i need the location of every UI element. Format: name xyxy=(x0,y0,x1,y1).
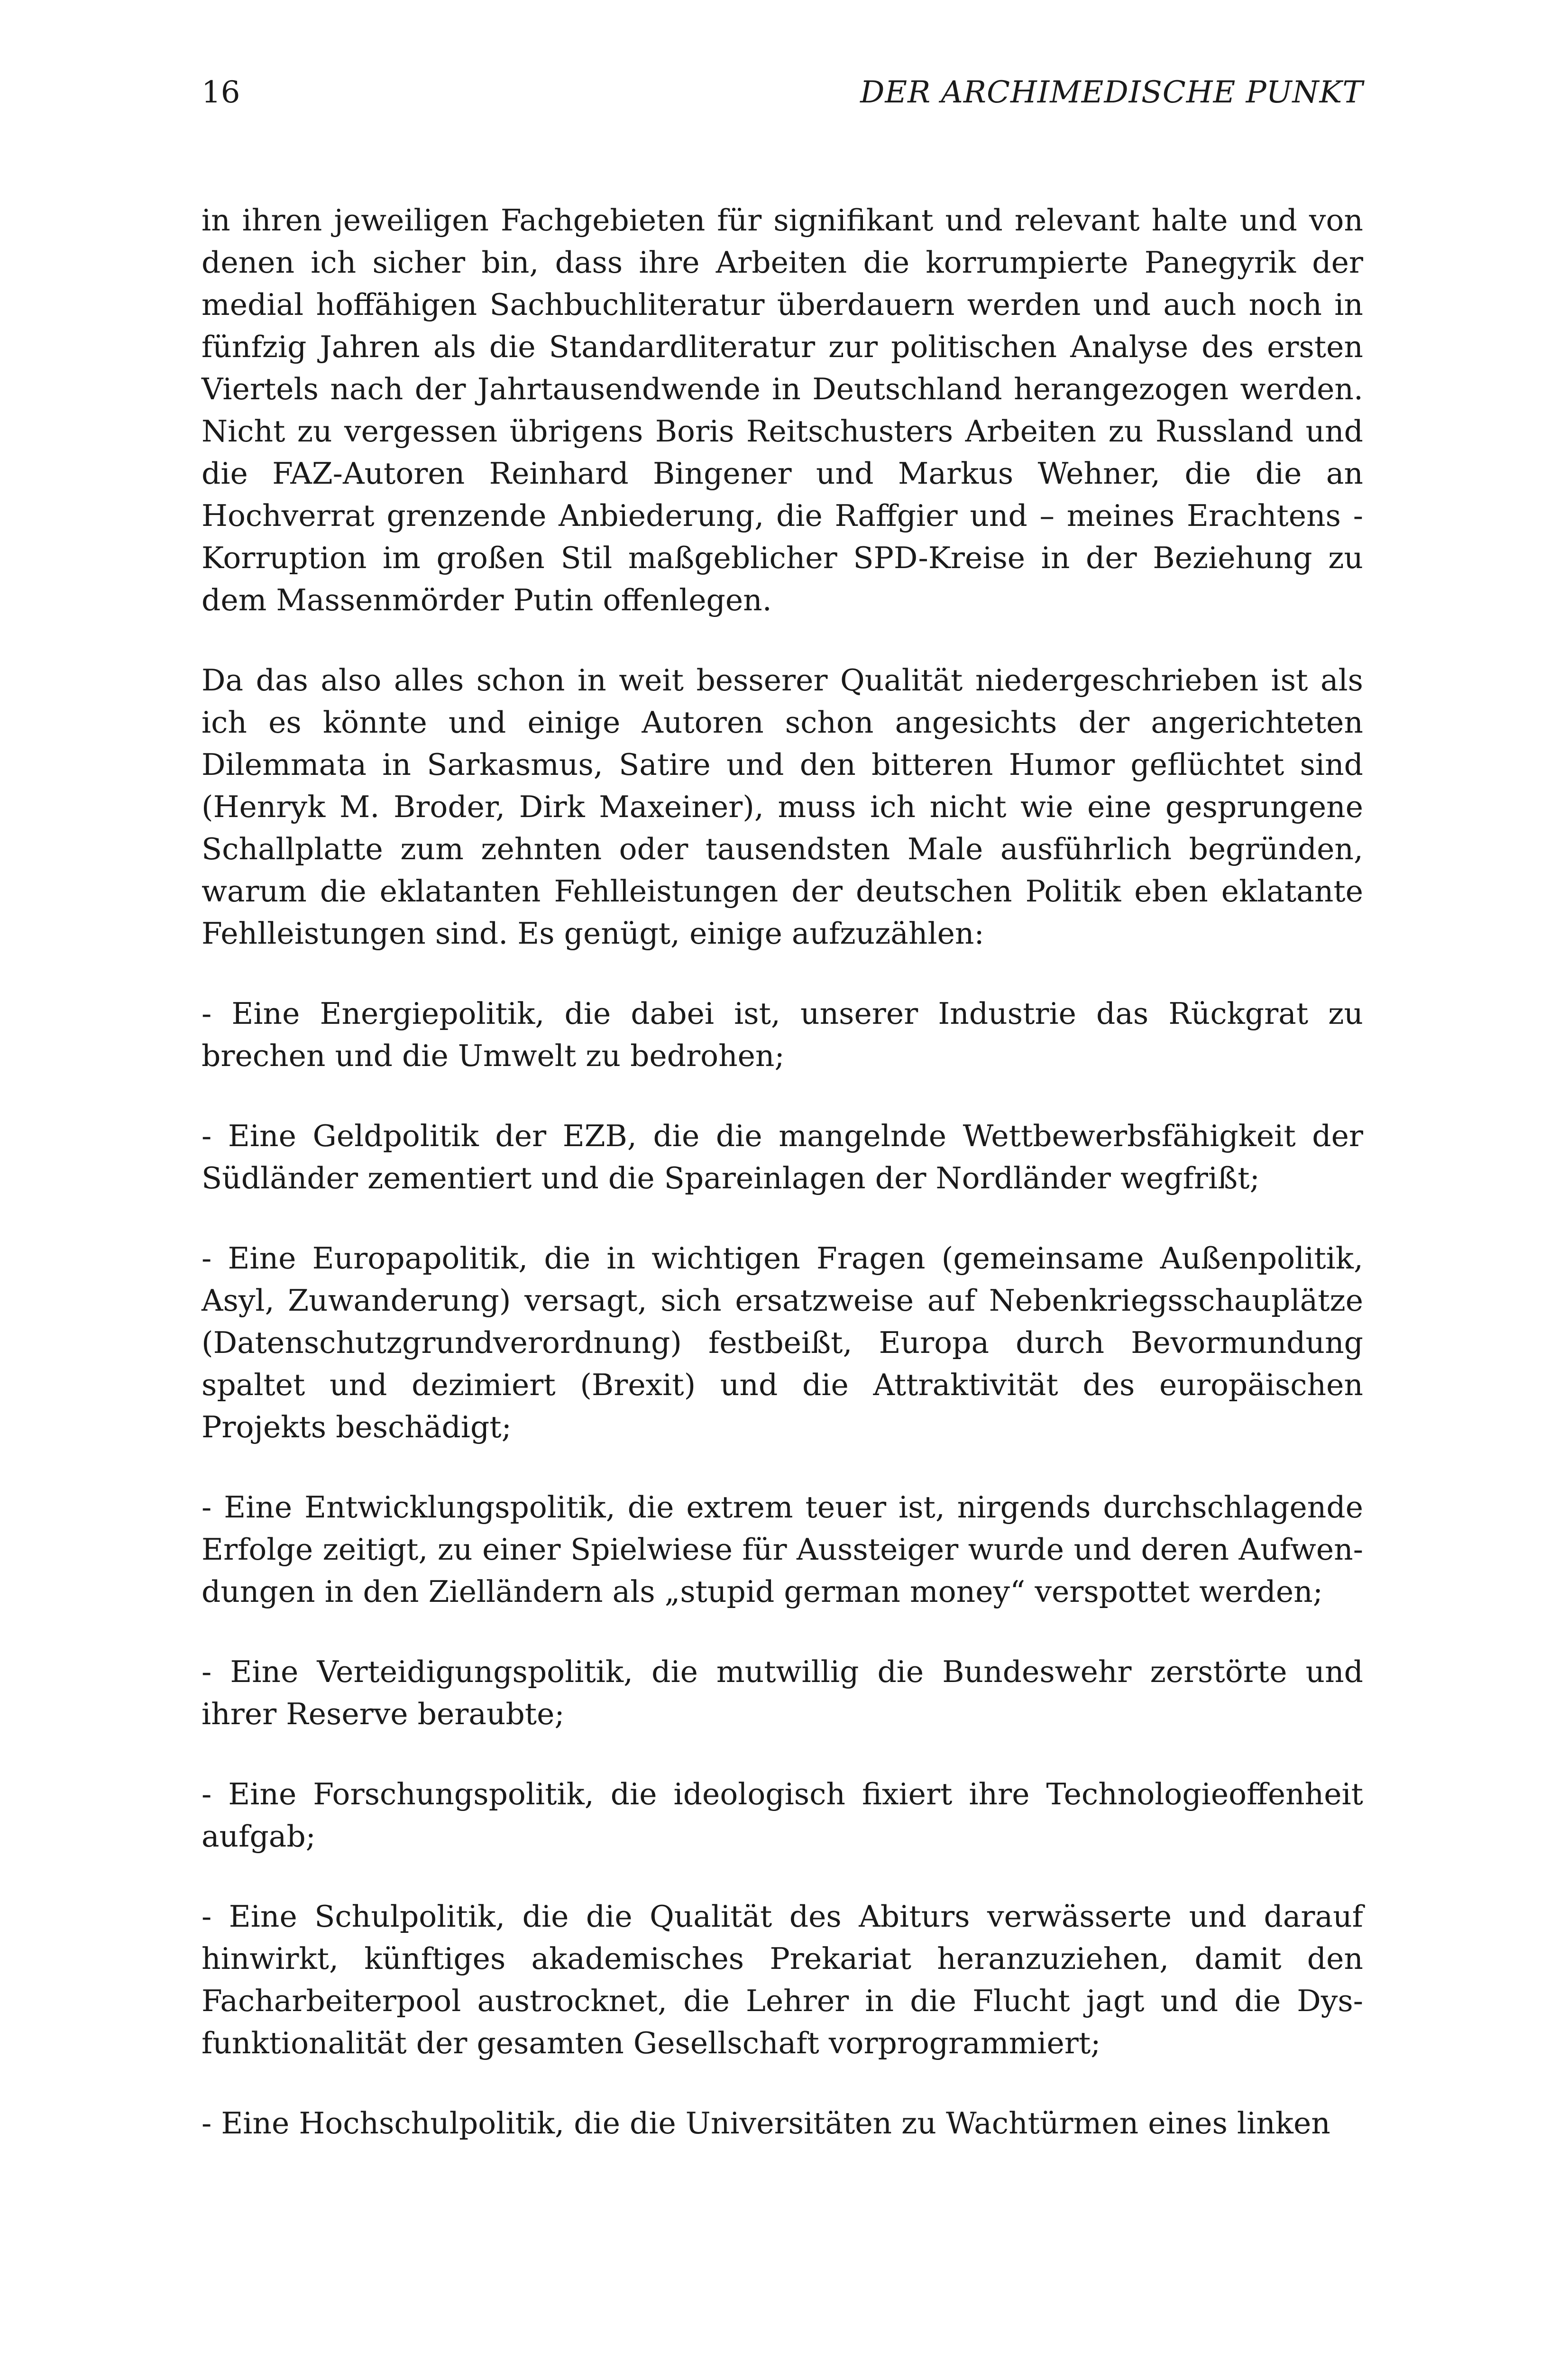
running-header xyxy=(202,71,1363,114)
body-text xyxy=(202,199,1363,2144)
list-item-europapolitik: - Eine Europapolitik, die in wichtigen Fragen (gemeinsame Außenpolitik, Asyl, Zuwanderung) versagt, sich ersatzweise auf Nebenkriegsschauplätze (Datenschutzgrundverordnung) festbeißt, Europa durch Bevormundung spaltet und dezimiert (Brexit) und die Attraktivität des europäischen Projekts beschädigt; xyxy=(202,1241,1363,1444)
paragraph-enumeration-lead: Da das also alles schon in weit besserer Qualität niedergeschrieben ist als ich es könnte und einige Autoren schon angesichts der angerichteten Dilemmata in Sarkasmus, Satire und den bitteren Humor geflüchtet sind (Henryk M. Broder, Dirk Maxeiner), muss ich nicht wie eine gesprungene Schallplatte zum zehnten oder tausendsten Male ausführlich begründen, warum die eklatanten Fehlleistungen der deutschen Politik eben eklatante Fehlleistungen sind. Es genügt, einige aufzuzählen: xyxy=(202,663,1363,951)
paragraph-intro-continuation: in ihren jeweiligen Fachgebieten für signifikant und relevant halte und von denen ich sicher bin, dass ihre Arbeiten die korrumpierte Panegyrik der medial hoffähigen Sachbuchliteratur überdauern werden und auch noch in fünfzig Jahren als die Standardliteratur zur politischen Analyse des ersten Viertels nach der Jahrtausendwende in Deutschland herangezogen werden. Nicht zu vergessen übrigens Boris Reitschusters Arbeiten zu Russland und die FAZ-Autoren Reinhard Bingener und Markus Wehner, die die an Hochverrat grenzende Anbiederung, die Raffgier und – meines Erachtens - Korruption im großen Stil maßgeblicher SPD-Kreise in der Beziehung zu dem Massenmörder Putin offenlegen. xyxy=(202,203,1363,617)
page-number: 16 xyxy=(202,75,240,110)
list-item-energiepolitik: - Eine Energiepolitik, die dabei ist, unserer Industrie das Rückgrat zu brechen und die Umwelt zu bedrohen; xyxy=(202,996,1363,1073)
list-item-hochschulpolitik: - Eine Hochschulpolitik, die die Universitäten zu Wachtürmen eines linken xyxy=(202,2106,1330,2141)
list-item-forschungspolitik: - Eine Forschungspolitik, die ideologisch fixiert ihre Technologieoffenheit aufgab; xyxy=(202,1777,1363,1854)
list-item-geldpolitik: - Eine Geldpolitik der EZB, die die mangelnde Wettbewerbsfähigkeit der Südländer zementiert und die Spareinlagen der Nordländer wegfrißt; xyxy=(202,1119,1363,1195)
list-item-verteidigungspolitik: - Eine Verteidigungspolitik, die mutwillig die Bundeswehr zerstörte und ihrer Reserve beraubte; xyxy=(202,1654,1363,1731)
list-item-entwicklungspolitik: - Eine Entwicklungspolitik, die extrem teuer ist, nirgends durchschlagende Erfolge zeitigt, zu einer Spielwiese für Aussteiger wurde und deren Aufwendungen in den Zielländern als „stupid german money“ verspottet werden; xyxy=(202,1490,1363,1609)
running-title: DER ARCHIMEDISCHE PUNKT xyxy=(860,75,1363,110)
list-item-schulpolitik: - Eine Schulpolitik, die die Qualität des Abiturs verwässerte und darauf hinwirkt, künftiges akademisches Prekariat heranzuziehen, damit den Facharbeiterpool austrocknet, die Lehrer in die Flucht jagt und die Dysfunktionalität der gesamten Gesellschaft vorprogrammiert; xyxy=(202,1899,1363,2060)
